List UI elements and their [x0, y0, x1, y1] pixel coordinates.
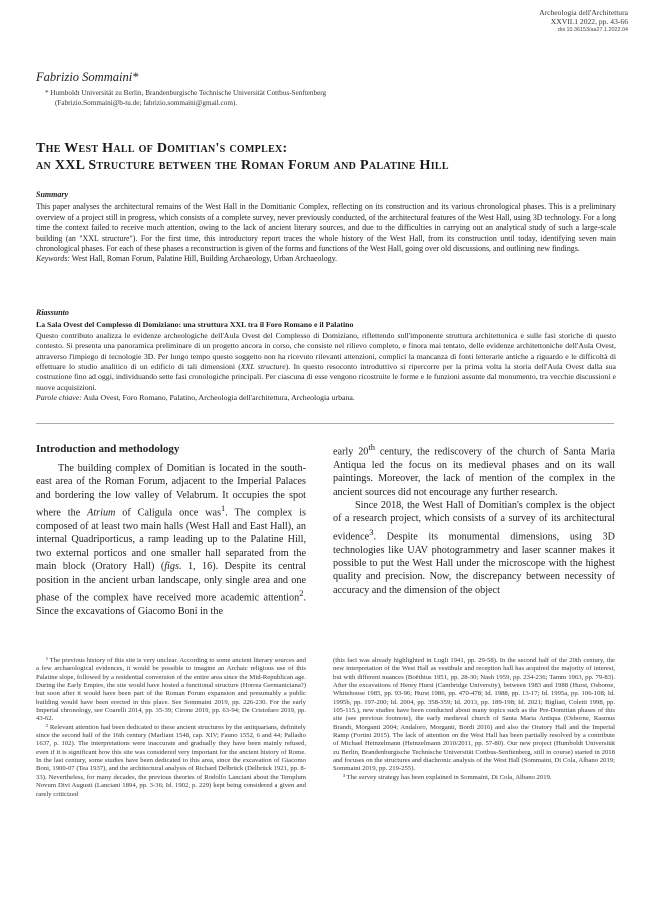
author-affiliation [45, 88, 605, 108]
text-run: 1, 16). Despite its central position in the ancient urban landscape, only single area and one phase of the complex have received more academic attention [36, 561, 306, 604]
figure-ref[interactable]: figs. [164, 561, 182, 573]
text-run: century, the rediscovery of the church of Santa Maria Antiqua led the focus on its medieval phases and on its wall paintings. Moreover, the lack of mention of the complex in the ancient sources did not encourage any further research. [333, 446, 615, 498]
keywords-label: Keywords: [36, 254, 70, 264]
riassunto-text-a: Questo contributo analizza le evidenze archeologiche dell'Aula Ovest del Complesso di Domiziano, riflettendo sull'imponente struttura architettonica e sulle fasi storiche di questo contesto. Si presenta una panoramica preliminare di un progetto ancora in corso, che consiste nel rilievo completo, e finora mai tentato, delle evidenze architettoniche dell'Aula Ovest, attraverso l'impiego di tecnologie 3D. Per lungo tempo questo soggetto non ha ricevuto rilevanti attenzioni, complici la mancanza di fonti letterarie antiche a riguardo e le difficoltà di effettuare lo studio analitico di un edificio di tali dimensioni ( [36, 330, 616, 372]
section-divider [36, 423, 614, 424]
paper-title [36, 140, 626, 174]
riassunto-text [36, 331, 616, 393]
doi[interactable]: doi 10.36153/aa27.1.2022.04 [557, 27, 628, 34]
journal-volume: XXVII.1 2022, pp. 43-66 [550, 17, 628, 27]
journal-header [539, 8, 628, 36]
riassunto-section [36, 308, 616, 404]
footnotes-right [333, 657, 615, 782]
summary-text: This paper analyses the architectural remains of the West Hall in the Domitianic Complex, reflecting on its construction and its various chronological phases. This is a preliminary overview of a project still in progress, which consists of a complete survey, never previously conducted, of the architectural features of the West Hall, using 3D technology. For a long time the context failed to receive much attention, owing to the lack of ancient literary sources, and due to the difficulties in carrying out an analytical study of such a large-scale building (an "XXL structure"). For the first time, this introductory report traces the whole history of the West Hall, from its construction until today, identifying seven main chronological phases. For each of these phases a reconstruction is given of the forms and functions of the West Hall, going over old discussions, and outlining new findings. [36, 202, 616, 254]
riassunto-keywords [36, 393, 616, 403]
summary-keywords [36, 254, 616, 264]
summary-heading: Summary [36, 190, 69, 199]
text-run: . The complex is composed of at least two main halls (West Hall and East Hall), an internal Quadriporticus, a ramp leading up to the Palatine Hill, two external porticos and one smaller hall separated from the main block (Oratory Hall) ( [36, 507, 307, 573]
text-run: Since 2018, the West Hall of Domitian's complex is the object of a research project, which consists of a survey of its architectural evidence [333, 500, 615, 543]
ordinal-suffix: th [368, 442, 376, 452]
parole-chiave-label: Parole chiave: [36, 393, 82, 403]
footnote-2: ² Relevant attention had been dedicated to these ancient structures by the antiquarians, definitely since the second half of the 16th century (Marliani 1548, cap. XIV; Fauno 1552, 6 and 44; Palladio 1637, p. 102). The interpretations were inaccurate and gradually they have been mainly refused, even if it is significant how this site was considered very important for the ancient history of Rome. In the last century, some studies have been dedicated to this area, since the excavation of Giacomo Boni, 1900-07 (Tea 1937), and the architectural analysis of Richard Delbrück (Delbrück 1921, pp. 8-33). Nevertheless, for many decades, the previous theories of Rodolfo Lanciani about the Templum Novum Divi Augusti (Lanciani 1894, pp. 3-36; Id. 1902, p. 229) kept being considered a given and rarely criticized [36, 723, 306, 798]
text-run: early 20 [333, 446, 369, 458]
body-paragraph [36, 462, 306, 618]
journal-name: Archeologia dell'Architettura [539, 8, 628, 17]
text-italic: Atrium [87, 507, 116, 519]
keywords-list: West Hall, Roman Forum, Palatine Hill, Building Archaeology, Urban Archaeology. [69, 254, 337, 264]
summary-section [36, 190, 616, 265]
footnotes-left [36, 657, 306, 799]
author-name: Fabrizio Sommaini* [36, 70, 139, 84]
section-title: Introduction and methodology [36, 443, 180, 455]
affiliation-line: * Humboldt Universität zu Berlin, Brandenburgische Technische Universität Cottbus-Senftenberg [45, 89, 327, 97]
footnote-ref-1[interactable]: 1 [221, 503, 226, 514]
footnote-2-continued: (this fact was already highlighted in Lugli 1941, pp. 29-58). In the second half of the 20th century, the new interpretation of the West Hall as vestibule and reception hall has acquired the majority of interest, but with different nuances (Boëthius 1951, pp. 28-30; Nash 1959, pp. 234-236; Tamm 1963, pp. 79-83). After the excavations of Henry Hurst (Cambridge University), between 1983 and 1988 (Hurst, Osborne, Whitehouse 1985, pp. 93-96; Hurst 1986, pp. 470-478; Id. 1988, pp. 13-17; Id. 1995a, pp. 106-108; Id. 1995b, pp. 197-200; Id. 2004, pp. 358-359; Id. 2013, pp. 189-198; Id. 2021; Bigliati, Coletti 1998, pp. 105-115.), new studies have been conducted about many topics such as the Pre-Domitian phases of this site (see previous footnote), the early medieval church of Santa Maria Antiqua (Osborne, Rasmus Brandt, Morganti 2004; Andaloro, Morganti, Bordi 2016) and also the Oratory Hall and the Imperial Ramp (Fortini 2015). The lack of attention on the West Hall has been partially resolved by a contribute of Michael Heinzelmann (Heinzelmann 2010/2011, pp. 57-80). Our new project (Humboldt Universität zu Berlin, Brandenburgische Technische Universität Cottbus-Senftenberg, still in course) started in 2018 and focuses on the structures and diachronic analysis of the West Hall (Sommaini, Di Cola, Albano 2019; Sommaini 2019, pp. 219-255). [333, 657, 616, 773]
body-column-left [36, 433, 306, 618]
title-line-1: The West Hall of Domitian's complex: [36, 141, 288, 156]
text-run: . Despite its monumental dimensions, using 3D technologies like UAV photogrammetry and laser scanner makes it possible to put the West Hall under the microscope with the highest quality and precision. Now, the discrepancy between necessity of accuracy and the dimension of the object [333, 531, 615, 596]
affiliation-emails[interactable]: (Fabrizio.Sommaini@b-tu.de; fabrizio.sommaini@gmail.com). [55, 99, 238, 107]
body-column-right [333, 441, 615, 597]
text-run: of Caligula once was [115, 507, 222, 519]
title-line-2: an XXL Structure between the Roman Forum and Palatine Hill [36, 158, 449, 173]
parole-chiave-list: Aula Ovest, Foro Romano, Palatino, Archeologia dell'architettura, Archeologia urbana. [81, 393, 355, 403]
footnote-ref-3[interactable]: 3 [369, 526, 374, 537]
text-run: The building complex of Domitian is located in the south-east area of the Roman Forum, adjacent to the Imperial Palaces and bordering the low valley of Velabrum. It occupies the spot where the [36, 463, 306, 519]
body-paragraph [333, 441, 615, 499]
riassunto-heading: Riassunto [36, 308, 69, 317]
footnote-1: ¹ The previous history of this site is very unclear. According to some ancient literary sources and a few archaeological evidences, it would be possible to imagine an Archaic religious use of this Palatine slope, followed by a residential conversion of the entire area since the Mid-Republican age. During the Early Empire, the site would have hosted a functional structure (Horrea Germaniciana?) but soon after it would have been part of the Roman Forum expansion and presumably a public building would have been erected in this place. See Sommaini 2019, pp. 226-230. For the early Imperial chronology, see Coarelli 2014, pp. 35-39; Cirone 2019, pp. 63-94; De Cristofaro 2019, pp. 43-62. [36, 657, 306, 723]
riassunto-text-b: ). In questo resoconto introduttivo si ripercorre per la prima volta la storia dell'Aula Ovest dalla sua costruzione fino ad oggi, individuando sette fasi cronologiche principali. Per ciascuna di esse vengono ricostruite le forme e le funzioni assunte dal monumento, tra vecchie discussioni e nuove acquisizioni. [36, 362, 616, 392]
riassunto-text-italic: XXL structure [240, 362, 286, 372]
riassunto-subtitle: La Sala Ovest del Complesso di Domiziano: una struttura XXL tra il Foro Romano e il Palatino [36, 320, 354, 330]
footnote-ref-2[interactable]: 2 [299, 588, 304, 599]
text-run: . Since the excavations of Giacomo Boni in the [36, 592, 306, 617]
body-paragraph [333, 499, 615, 597]
footnote-3: ³ The survey strategy has been explained in Sommaini, Di Cola, Albano 2019. [343, 773, 552, 781]
